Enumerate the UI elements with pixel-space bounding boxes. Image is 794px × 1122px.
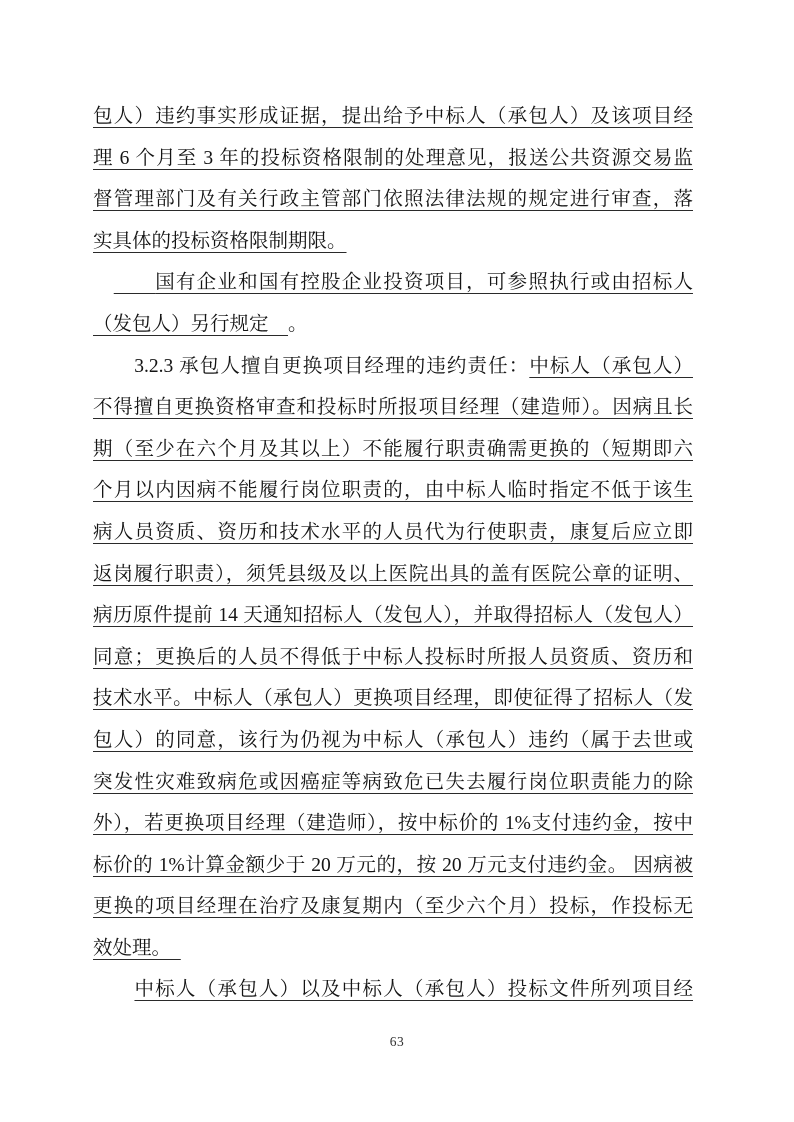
- underlined-text-segment: 包人）的同意，该行为仍视为中标人（承包人）违约（属于去世或: [93, 729, 693, 751]
- plain-text-segment: 3.2.3 承包人擅自更换项目经理的违约责任：: [134, 355, 530, 377]
- underlined-text-segment: 病历原件提前 14 天通知招标人（发包人），并取得招标人（发包人）: [93, 605, 693, 627]
- text-line: [93, 845, 693, 887]
- underlined-text-segment: 返岗履行职责），须凭县级及以上医院出具的盖有医院公章的证明、: [93, 563, 693, 585]
- text-line: [93, 928, 693, 970]
- underlined-text-segment: 突发性灾难致病危或因癌症等病致危已失去履行岗位职责能力的除: [93, 771, 693, 793]
- text-line: [93, 96, 693, 138]
- underlined-text-segment: 同意；更换后的人员不得低于中标人投标时所报人员资质、资历和: [93, 646, 693, 668]
- paragraph-3-2-3-replace-project-manager: [93, 346, 693, 970]
- text-line: [93, 969, 693, 1011]
- underlined-text-segment: 包人）违约事实形成证据，提出给予中标人（承包人）及该项目经: [93, 106, 693, 127]
- text-line: [93, 346, 693, 388]
- text-line: [93, 886, 693, 928]
- underlined-text-segment: 实具体的投标资格限制期限。: [93, 230, 347, 252]
- plain-text-segment: 。: [288, 313, 308, 335]
- underlined-text-segment: 效处理。: [93, 937, 181, 959]
- plain-text-segment: [93, 356, 134, 377]
- text-line: [93, 179, 693, 221]
- underlined-text-segment: 标价的 1%计算金额少于 20 万元的，按 20 万元支付违约金。 因病被: [93, 854, 693, 876]
- text-line: [93, 262, 693, 304]
- underlined-text-segment: 不得擅自更换资格审查和投标时所报项目经理（建造师）。因病且长: [93, 397, 693, 419]
- underlined-text-segment: 病人员资质、资历和技术水平的人员代为行使职责，康复后应立即: [93, 521, 693, 543]
- plain-text-segment: [93, 979, 134, 1000]
- underlined-text-segment: 技术水平。中标人（承包人）更换项目经理，即使征得了招标人（发: [93, 688, 693, 710]
- text-line: [93, 554, 693, 596]
- underlined-text-segment: 督管理部门及有关行政主管部门依照法律法规的规定进行审查，落: [93, 189, 693, 211]
- text-line: [93, 387, 693, 429]
- text-line: [93, 304, 693, 346]
- underlined-text-segment: 期（至少在六个月及其以上）不能履行职责确需更换的（短期即六: [93, 438, 693, 460]
- underlined-text-segment: [114, 272, 155, 293]
- text-line: [93, 470, 693, 512]
- underlined-text-segment: 外），若更换项目经理（建造师），按中标价的 1%支付违约金，按中: [93, 813, 693, 835]
- underlined-text-segment: 国有企业和国有控股企业投资项目，可参照执行或由招标人: [155, 272, 693, 294]
- text-line: [93, 720, 693, 762]
- paragraph-penalty-review: [93, 96, 693, 262]
- text-line: [93, 762, 693, 804]
- document-body: [93, 96, 693, 1011]
- plain-text-segment: [93, 272, 114, 293]
- paragraph-state-owned-enterprise: [93, 262, 693, 345]
- text-line: [93, 512, 693, 554]
- underlined-text-segment: 更换的项目经理在治疗及康复期内（至少六个月）投标，作投标无: [93, 896, 693, 918]
- page-number: 63: [389, 1034, 405, 1049]
- text-line: [93, 637, 693, 679]
- text-line: [93, 138, 693, 180]
- text-line: [93, 678, 693, 720]
- text-line: [93, 803, 693, 845]
- underlined-text-segment: 理 6 个月至 3 年的投标资格限制的处理意见，报送公共资源交易监: [93, 147, 693, 169]
- underlined-text-segment: 中标人（承包人）以及中标人（承包人）投标文件所列项目经: [134, 979, 693, 1001]
- text-line: [93, 221, 693, 263]
- underlined-text-segment: 个月以内因病不能履行岗位职责的，由中标人临时指定不低于该生: [93, 480, 693, 502]
- paragraph-listed-project-manager: [93, 969, 693, 1011]
- underlined-text-segment: （发包人）另行规定: [93, 313, 289, 335]
- underlined-text-segment: 中标人（承包人）: [529, 355, 693, 377]
- text-line: [93, 595, 693, 637]
- text-line: [93, 429, 693, 471]
